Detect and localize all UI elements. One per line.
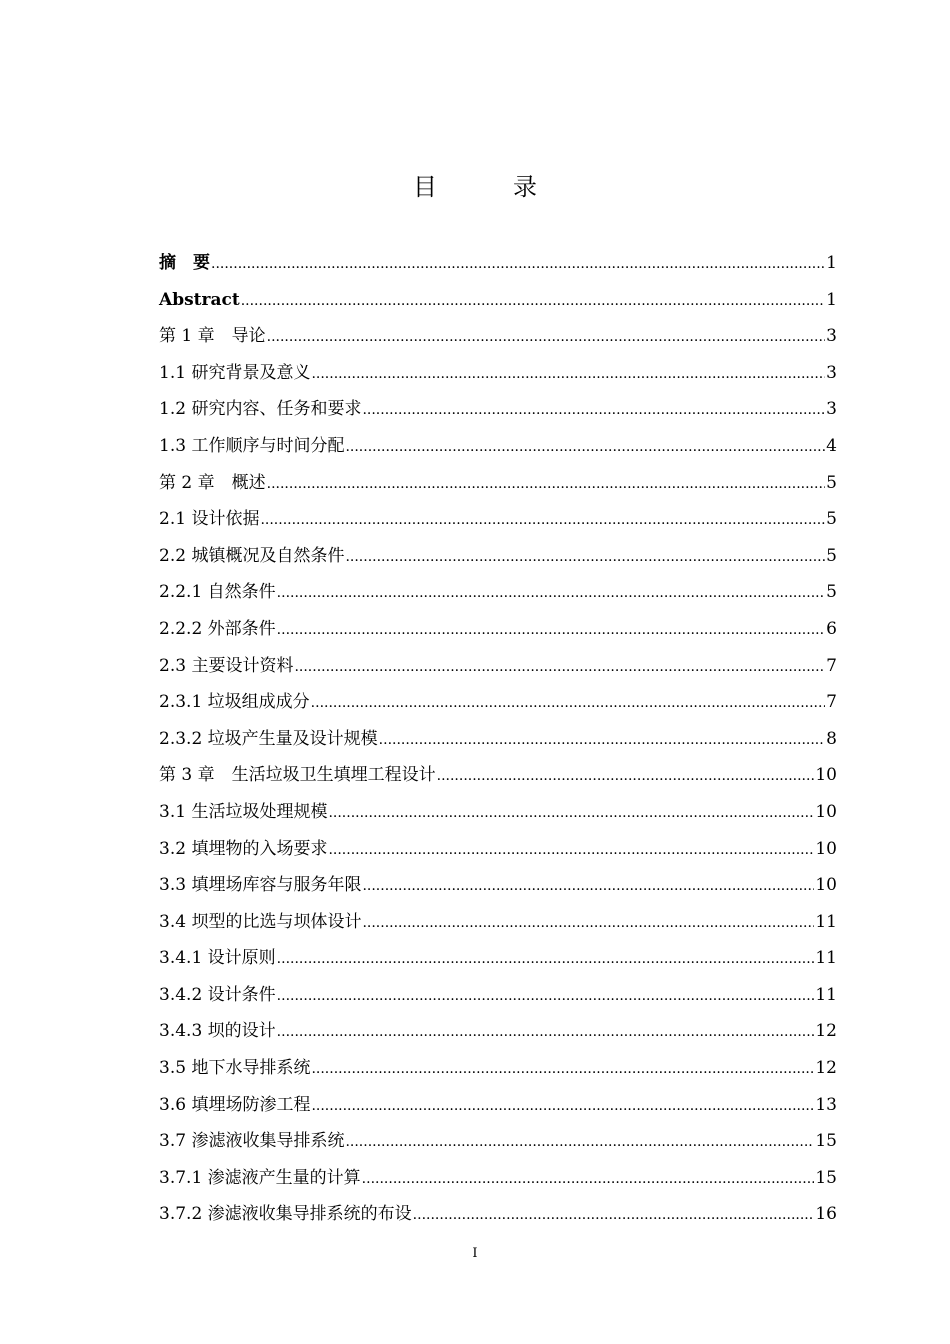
toc-entry-page-number: 3 [826, 326, 837, 347]
toc-entry[interactable] [159, 282, 837, 319]
toc-entry[interactable] [159, 1160, 837, 1197]
toc-entry-label: Abstract [159, 289, 240, 310]
toc-entry-label: 3.1 生活垃圾处理规模 [159, 801, 328, 822]
toc-entry-page-number: 11 [815, 948, 837, 969]
dot-leader [345, 429, 825, 466]
toc-entry[interactable] [159, 355, 837, 392]
dot-leader [241, 283, 825, 320]
dot-leader [277, 941, 815, 978]
toc-entry[interactable] [159, 977, 837, 1014]
toc-entry-page-number: 1 [826, 253, 837, 273]
toc-entry-page-number: 11 [815, 911, 837, 932]
toc-entry[interactable] [159, 867, 837, 904]
dot-leader [362, 1161, 815, 1198]
toc-entry-label: 3.7.1 渗滤液产生量的计算 [159, 1167, 361, 1188]
toc-entry-label: 摘 要 [159, 253, 210, 273]
dot-leader [277, 575, 826, 612]
dot-leader [437, 758, 815, 795]
toc-entry-label: 第 3 章 生活垃圾卫生填埋工程设计 [159, 765, 436, 786]
toc-entry[interactable] [159, 648, 837, 685]
toc-entry[interactable] [159, 1196, 837, 1233]
toc-entry-label: 3.4 坝型的比选与坝体设计 [159, 911, 362, 932]
dot-leader [345, 1124, 814, 1161]
dot-leader [362, 905, 814, 942]
toc-entry-label: 2.1 设计依据 [159, 509, 260, 530]
toc-entry-page-number: 7 [826, 692, 837, 713]
toc-entry[interactable] [159, 1050, 837, 1087]
toc-entry-label: 2.2.1 自然条件 [159, 582, 276, 603]
toc-entry-page-number: 10 [815, 801, 837, 822]
dot-leader [328, 795, 814, 832]
toc-entry[interactable] [159, 465, 837, 502]
toc-list [159, 245, 837, 1233]
dot-leader [345, 539, 825, 576]
toc-entry-page-number: 3 [826, 362, 837, 383]
toc-entry-label: 2.3.1 垃圾组成成分 [159, 692, 310, 713]
toc-entry[interactable] [159, 611, 837, 648]
dot-leader [328, 832, 814, 869]
toc-entry-label: 2.3 主要设计资料 [159, 655, 294, 676]
dot-leader [260, 502, 825, 539]
dot-leader [311, 1051, 814, 1088]
dot-leader [362, 868, 814, 905]
toc-entry[interactable] [159, 501, 837, 538]
toc-entry-label: 3.2 填埋物的入场要求 [159, 838, 328, 859]
toc-entry[interactable] [159, 757, 837, 794]
toc-entry-label: 1.2 研究内容、任务和要求 [159, 399, 362, 420]
dot-leader [379, 722, 826, 759]
toc-entry[interactable] [159, 684, 837, 721]
toc-entry-page-number: 10 [815, 838, 837, 859]
toc-entry[interactable] [159, 721, 837, 758]
page-title: 目 录 [413, 173, 563, 201]
toc-entry-page-number: 5 [826, 545, 837, 566]
toc-entry-page-number: 15 [815, 1131, 837, 1152]
dot-leader [311, 356, 825, 393]
toc-entry-label: 3.7.2 渗滤液收集导排系统的布设 [159, 1204, 412, 1225]
toc-entry-page-number: 7 [826, 655, 837, 676]
dot-leader [267, 319, 826, 356]
toc-entry-page-number: 8 [826, 728, 837, 749]
toc-entry[interactable] [159, 318, 837, 355]
toc-entry[interactable] [159, 1087, 837, 1124]
toc-entry[interactable] [159, 904, 837, 941]
dot-leader [277, 1014, 815, 1051]
dot-leader [277, 612, 826, 649]
dot-leader [413, 1197, 815, 1234]
toc-entry[interactable] [159, 794, 837, 831]
toc-entry-page-number: 10 [815, 765, 837, 786]
toc-entry-page-number: 3 [826, 399, 837, 420]
toc-entry[interactable] [159, 428, 837, 465]
toc-entry[interactable] [159, 574, 837, 611]
toc-entry-label: 1.1 研究背景及意义 [159, 362, 311, 383]
dot-leader [267, 466, 826, 503]
toc-entry[interactable] [159, 1013, 837, 1050]
dot-leader [362, 392, 825, 429]
toc-entry-label: 第 2 章 概述 [159, 472, 266, 493]
toc-entry-label: 3.3 填埋场库容与服务年限 [159, 875, 362, 896]
toc-entry-label: 3.4.2 设计条件 [159, 984, 276, 1005]
toc-entry-page-number: 5 [826, 582, 837, 603]
toc-entry-label: 2.2.2 外部条件 [159, 618, 276, 639]
toc-entry-page-number: 5 [826, 472, 837, 493]
toc-entry-page-number: 11 [815, 984, 837, 1005]
dot-leader [277, 978, 815, 1015]
toc-entry-label: 第 1 章 导论 [159, 326, 266, 347]
toc-entry-label: 3.4.1 设计原则 [159, 948, 276, 969]
toc-entry-page-number: 12 [815, 1058, 837, 1079]
dot-leader [311, 1088, 814, 1125]
toc-entry-label: 2.2 城镇概况及自然条件 [159, 545, 345, 566]
toc-entry-page-number: 5 [826, 509, 837, 530]
toc-entry-page-number: 1 [826, 289, 837, 310]
toc-entry[interactable] [159, 940, 837, 977]
toc-entry-label: 3.7 渗滤液收集导排系统 [159, 1131, 345, 1152]
toc-entry-label: 3.6 填埋场防渗工程 [159, 1094, 311, 1115]
toc-entry[interactable] [159, 245, 837, 282]
toc-entry[interactable] [159, 538, 837, 575]
toc-entry-page-number: 12 [815, 1021, 837, 1042]
toc-entry-page-number: 10 [815, 875, 837, 896]
toc-entry-page-number: 15 [815, 1167, 837, 1188]
toc-entry-label: 1.3 工作顺序与时间分配 [159, 435, 345, 456]
toc-entry-label: 3.4.3 坝的设计 [159, 1021, 276, 1042]
toc-entry[interactable] [159, 1123, 837, 1160]
toc-entry[interactable] [159, 391, 837, 428]
dot-leader [311, 685, 826, 722]
toc-entry-label: 2.3.2 垃圾产生量及设计规模 [159, 728, 378, 749]
toc-entry-page-number: 16 [815, 1204, 837, 1225]
dot-leader [294, 649, 825, 686]
page-number-footer: I [472, 1246, 478, 1261]
toc-entry-label: 3.5 地下水导排系统 [159, 1058, 311, 1079]
toc-entry-page-number: 4 [826, 435, 837, 456]
dot-leader [211, 246, 825, 283]
toc-entry-page-number: 13 [815, 1094, 837, 1115]
toc-entry[interactable] [159, 831, 837, 868]
toc-entry-page-number: 6 [826, 618, 837, 639]
